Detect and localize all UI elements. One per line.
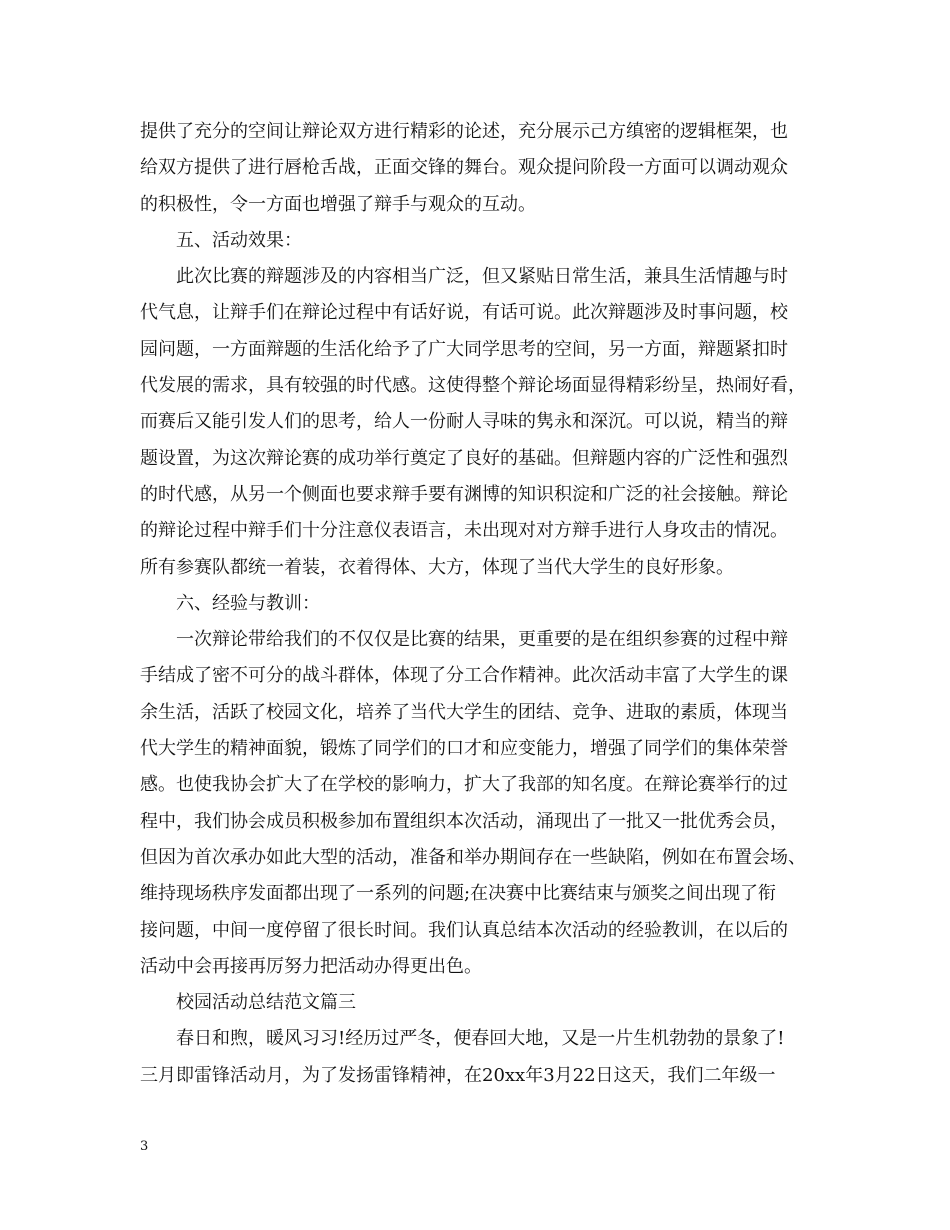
text-line: 的时代感，从另一个侧面也要求辩手要有渊博的知识积淀和广泛的社会接触。辩论: [140, 483, 788, 505]
text-line: 代气息，让辩手们在辩论过程中有话好说，有话可说。此次辩题涉及时事问题，校: [140, 302, 788, 324]
text-line: 余生活，活跃了校园文化，培养了当代大学生的团结、竞争、进取的素质，体现当: [140, 701, 788, 723]
document-body: [140, 114, 812, 1094]
text-line: 的积极性，令一方面也增强了辩手与观众的互动。: [140, 193, 536, 215]
text-line: 程中，我们协会成员积极参加布置组织本次活动，涌现出了一批又一批优秀会员，: [140, 810, 788, 832]
text-line: 一次辩论带给我们的不仅仅是比赛的结果，更重要的是在组织参赛的过程中辩: [176, 629, 788, 651]
text-line: 感。也使我协会扩大了在学校的影响力，扩大了我部的知名度。在辩论赛举行的过: [140, 774, 788, 796]
section-heading: 五、活动效果：: [176, 229, 302, 251]
text-line: 园问题，一方面辩题的生活化给予了广大同学思考的空间，另一方面，辩题紧扣时: [140, 338, 788, 360]
text-line: 春日和煦，暖风习习!经历过严冬，便春回大地，又是一片生机勃勃的景象了!: [176, 1028, 785, 1050]
text-line: 三月即雷锋活动月，为了发扬雷锋精神，在20xx年3月22日这天，我们二年级一: [140, 1064, 776, 1086]
text-line: 维持现场秩序发面都出现了一系列的问题;在决赛中比赛结束与颁奖之间出现了衔: [140, 883, 777, 905]
text-line: 此次比赛的辩题涉及的内容相当广泛，但又紧贴日常生活，兼具生活情趣与时: [176, 266, 788, 288]
text-line: 手结成了密不可分的战斗群体，体现了分工合作精神。此次活动丰富了大学生的课: [140, 665, 788, 687]
text-line: 接问题，中间一度停留了很长时间。我们认真总结本次活动的经验教训，在以后的: [140, 919, 788, 941]
text-line: 题设置，为这次辩论赛的成功举行奠定了良好的基础。但辩题内容的广泛性和强烈: [140, 447, 788, 469]
section-heading: 六、经验与教训：: [176, 592, 320, 614]
text-line: 提供了充分的空间让辩论双方进行精彩的论述，充分展示己方缜密的逻辑框架，也: [140, 121, 788, 142]
text-line: 的辩论过程中辩手们十分注意仪表语言，未出现对对方辩手进行人身攻击的情况。: [140, 520, 788, 542]
text-line: 代发展的需求，具有较强的时代感。这使得整个辩论场面显得精彩纷呈，热闹好看，: [140, 375, 806, 397]
text-line: 但因为首次承办如此大型的活动，准备和举办期间存在一些缺陷，例如在布置会场、: [140, 846, 806, 868]
text-line: 给双方提供了进行唇枪舌战，正面交锋的舞台。观众提问阶段一方面可以调动观众: [140, 157, 788, 179]
page-number: 3: [140, 1139, 149, 1154]
text-line: 所有参赛队都统一着装，衣着得体、大方，体现了当代大学生的良好形象。: [140, 556, 734, 578]
article-title: 校园活动总结范文篇三: [176, 992, 356, 1014]
text-line: 活动中会再接再厉努力把活动办得更出色。: [140, 955, 482, 977]
text-line: 代大学生的精神面貌，锻炼了同学们的口才和应变能力，增强了同学们的集体荣誉: [140, 738, 788, 760]
text-line: 而赛后又能引发人们的思考，给人一份耐人寻味的隽永和深沉。可以说，精当的辩: [140, 411, 788, 433]
